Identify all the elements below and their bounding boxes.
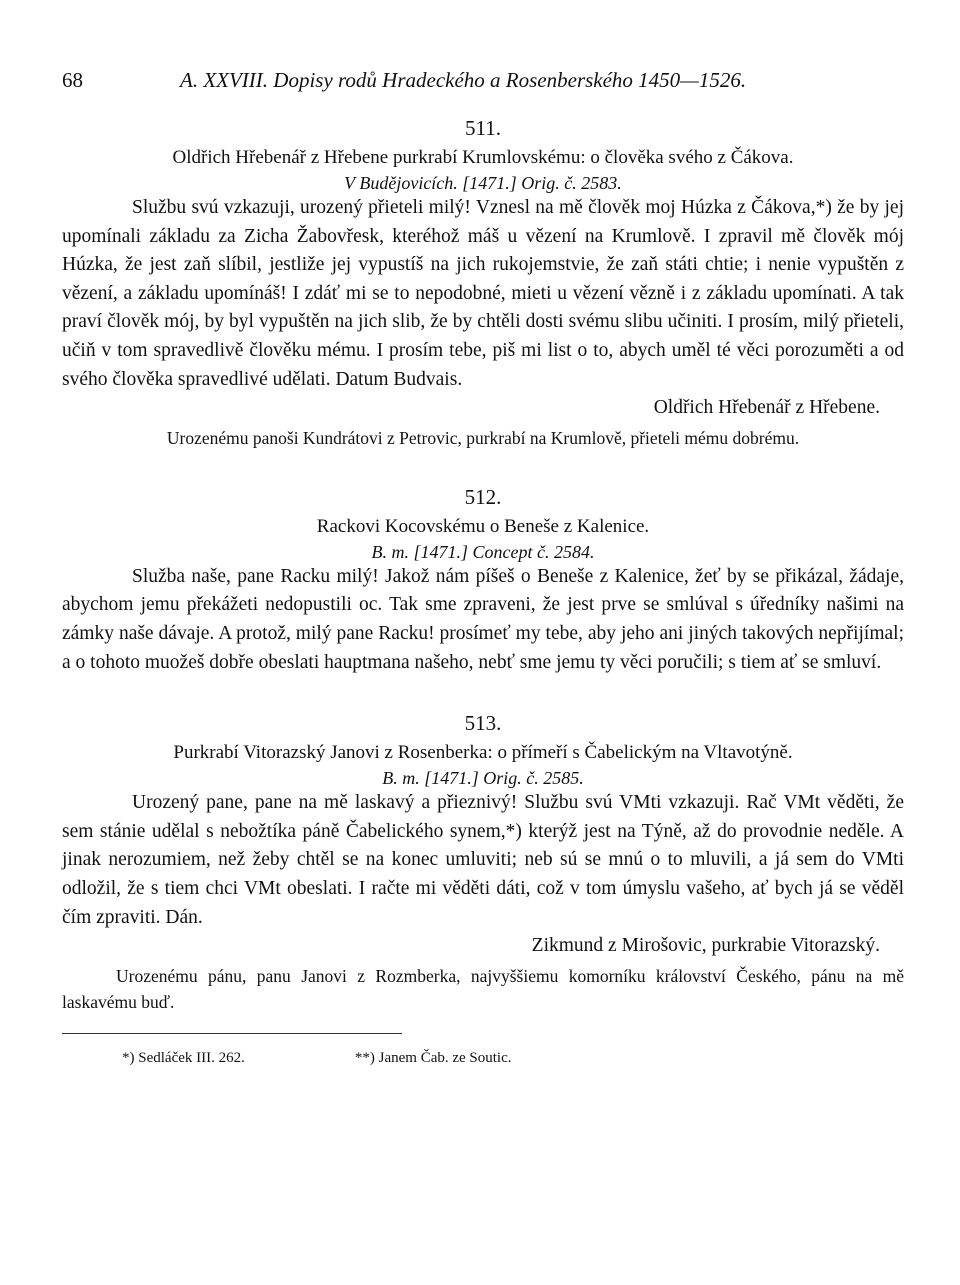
letter-signature: Zikmund z Mirošovic, purkrabie Vitorazský.	[531, 935, 880, 957]
letter-number: 512.	[464, 484, 502, 509]
page-number: 68	[62, 68, 83, 92]
letter-body	[62, 194, 904, 423]
letter-text: Urozený pane, pane na mě laskavý a přieznivý! Službu svú VMti vzkazuji. Rač VMt věděti, že sem stánie udělal s nebožtíka páně Čabelického synem,*) kterýž jest na Týně, až do provodnie neděle. A jinak nerozumiem, než žeby chtěl se na konec umluviti; neb sú se mnú o to mluvili, a já sem do VMti odložil, že s tiem chci VMt obeslati. I račte mi věděti dáti, což v tom úmyslu vašeho, ať bych já se věděl čím zpraviti. Dán.	[62, 792, 904, 928]
letter-source: B. m. [1471.] Concept č. 2584.	[371, 541, 595, 562]
letter-regest: Rackovi Kocovskému o Beneše z Kalenice.	[316, 515, 650, 537]
letter-body	[62, 563, 904, 677]
footnote: **) Janem Čab. ze Soutic.	[354, 1049, 512, 1066]
footnote: *) Sedláček III. 262.	[122, 1049, 245, 1066]
letter-513	[62, 711, 904, 1015]
letter-text: Služba naše, pane Racku milý! Jakož nám píšeš o Beneše z Kalenice, žeť by se přikázal, žádaje, abychom jemu překážeti nedopustili oc. Tak sme zpraveni, že jest prve se smlúval s úředníky našimi na zámky naše dávaje. A protož, milý pane Racku! prosímeť my tebe, aby jeho ani jiných takových nepřijímal; a o tohoto muožeš dobře obeslati hauptmana našeho, nebť sme jemu ty věci poručili; s tiem ať se smluví.	[62, 565, 904, 673]
letter-512	[62, 485, 904, 677]
footnote-divider	[62, 1033, 402, 1034]
letter-body	[62, 789, 904, 961]
running-head	[62, 60, 904, 100]
letter-text: Službu svú vzkazuji, urozený přieteli milý! Vznesl na mě člověk moj Húzka z Čákova,*) že by jej upomínali základu za Zicha Žabovřesk, kteréhož máš u vězení na Krumlově. I zpravil mě člověk mój Húzka, že jest zaň slíbil, jestliže jej vypustíš na jich rukojemstvie, že zaň státi chtie; i nenie vypuštěn z vězení, a základu upomínáš! I zdáť mi se to nepodobné, mieti u vězení vězně i z základu upomínati. A tak praví člověk mój, by byl vypuštěn na jich slib, že by chtěli dosti svému slibu učiniti. I prosím, milý přieteli, učiň v tom spravedlivě člověku mému. I prosím tebe, piš mi list o to, abych uměl té věci porozuměti a od svého člověka spravedlivé udělati. Datum Budvais.	[62, 197, 904, 390]
letter-address: Urozenému panoši Kundrátovi z Petrovic, purkrabí na Krumlově, přieteli mému dobrému.	[166, 427, 800, 448]
signature-line	[62, 394, 904, 423]
footnotes	[62, 1050, 904, 1067]
signature-line	[62, 932, 904, 961]
running-title: A. XXVIII. Dopisy rodů Hradeckého a Rosenberského 1450—1526.	[180, 68, 747, 92]
letter-regest: Purkrabí Vitorazský Janovi z Rosenberka: o přímeří s Čabelickým na Vltavotýně.	[173, 742, 793, 764]
letter-regest: Oldřich Hřebenář z Hřebene purkrabí Krumlovskému: o člověka svého z Čákova.	[172, 147, 794, 168]
letter-number: 511.	[465, 116, 501, 140]
letter-number: 513.	[464, 711, 502, 736]
letter-signature: Oldřich Hřebenář z Hřebene.	[653, 397, 880, 419]
letter-511	[62, 116, 904, 451]
letter-source: V Budějovicích. [1471.] Orig. č. 2583.	[344, 173, 622, 193]
letter-source: B. m. [1471.] Orig. č. 2585.	[382, 768, 584, 789]
document-page	[62, 60, 904, 1067]
letter-address: Urozenému pánu, panu Janovi z Rozmberka, najvyššiemu komorníku království Českého, pánu na mě laskavému buď.	[62, 965, 904, 1012]
